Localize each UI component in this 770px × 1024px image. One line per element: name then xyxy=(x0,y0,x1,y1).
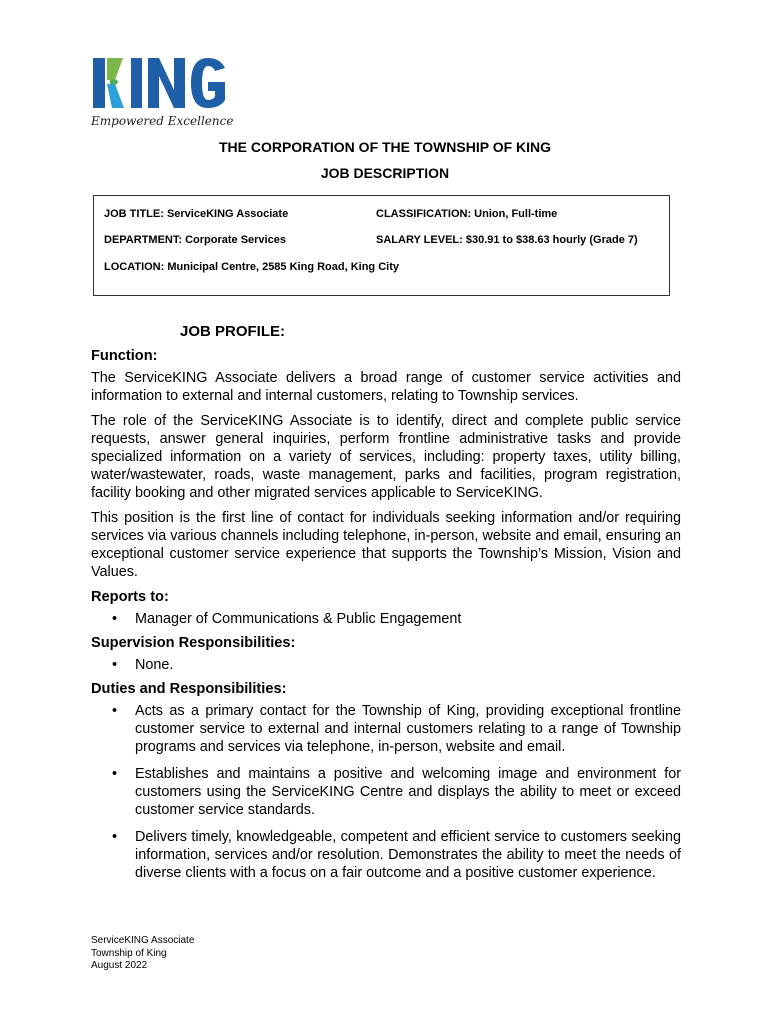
logo-k-upper-arm xyxy=(107,58,123,80)
logo-k-lower-arm xyxy=(107,84,124,108)
list-item: • Acts as a primary contact for the Township of King, providing exceptional frontline customer service to external and internal customers relating to a range of Township programs and services via telephone, in-person, website and email. xyxy=(135,702,681,756)
location-field: LOCATION: Municipal Centre, 2585 King Road, King City xyxy=(104,261,399,273)
supervision-heading: Supervision Responsibilities: xyxy=(91,635,296,651)
list-item: • Establishes and maintains a positive and welcoming image and environment for customers using the ServiceKING Centre and displays the ability to meet or exceed customer service standards. xyxy=(135,765,681,819)
job-profile-heading: JOB PROFILE: xyxy=(180,323,286,340)
job-description-body xyxy=(91,347,681,891)
document-title: JOB DESCRIPTION xyxy=(320,165,450,181)
logo-g xyxy=(191,58,225,108)
classification-field: CLASSIFICATION: Union, Full-time xyxy=(376,208,558,220)
king-logo-mark xyxy=(90,54,235,114)
list-item: • Manager of Communications & Public Engagement xyxy=(135,610,681,628)
duties-list xyxy=(91,702,681,882)
logo-k-joint xyxy=(110,79,118,84)
job-title-field: JOB TITLE: ServiceKING Associate xyxy=(104,208,289,220)
function-heading: Function: xyxy=(91,348,158,364)
logo-k-stem xyxy=(93,58,105,108)
function-paragraph: This position is the first line of contact for individuals seeking information and/or requiring services via various channels including telephone, in-person, website and email, ensuring an exceptional customer service experience that supports the Township’s Mission, Vision and Values. xyxy=(91,510,681,580)
salary-level-field: SALARY LEVEL: $30.91 to $38.63 hourly (Grade 7) xyxy=(376,234,638,246)
footer-line: August 2022 xyxy=(91,960,148,971)
logo-n xyxy=(148,58,185,108)
footer-line: Township of King xyxy=(91,947,167,959)
reports-to-heading: Reports to: xyxy=(91,589,169,605)
duties-heading: Duties and Responsibilities: xyxy=(91,681,287,697)
supervision-list xyxy=(91,656,681,674)
list-item: • None. xyxy=(135,656,681,674)
reports-to-list xyxy=(91,610,681,628)
function-paragraph: The role of the ServiceKING Associate is to identify, direct and complete public service requests, answer general inquiries, perform frontline administrative tasks and provide specialized information on a variety of services, including: property taxes, utility billing, water/wastewater, roads, waste management, parks and facilities, program registration, facility booking and other migrated services applicable to ServiceKING. xyxy=(91,413,681,501)
logo-tagline: Empowered Excellence xyxy=(91,114,234,128)
page-footer xyxy=(91,935,194,973)
list-item: • Delivers timely, knowledgeable, competent and efficient service to customers seeking information, services and/or resolution. Demonstrates the ability to meet the needs of diverse clients with a focus on a fair outcome and a positive customer experience. xyxy=(135,828,681,882)
organization-title: THE CORPORATION OF THE TOWNSHIP OF KING xyxy=(218,139,552,155)
function-paragraph: The ServiceKING Associate delivers a broad range of customer service activities and information to external and internal customers, relating to Township services. xyxy=(91,370,681,404)
logo-i xyxy=(131,58,142,108)
department-field: DEPARTMENT: Corporate Services xyxy=(104,234,286,246)
job-info-box xyxy=(93,195,670,296)
footer-line: ServiceKING Associate xyxy=(91,935,195,946)
